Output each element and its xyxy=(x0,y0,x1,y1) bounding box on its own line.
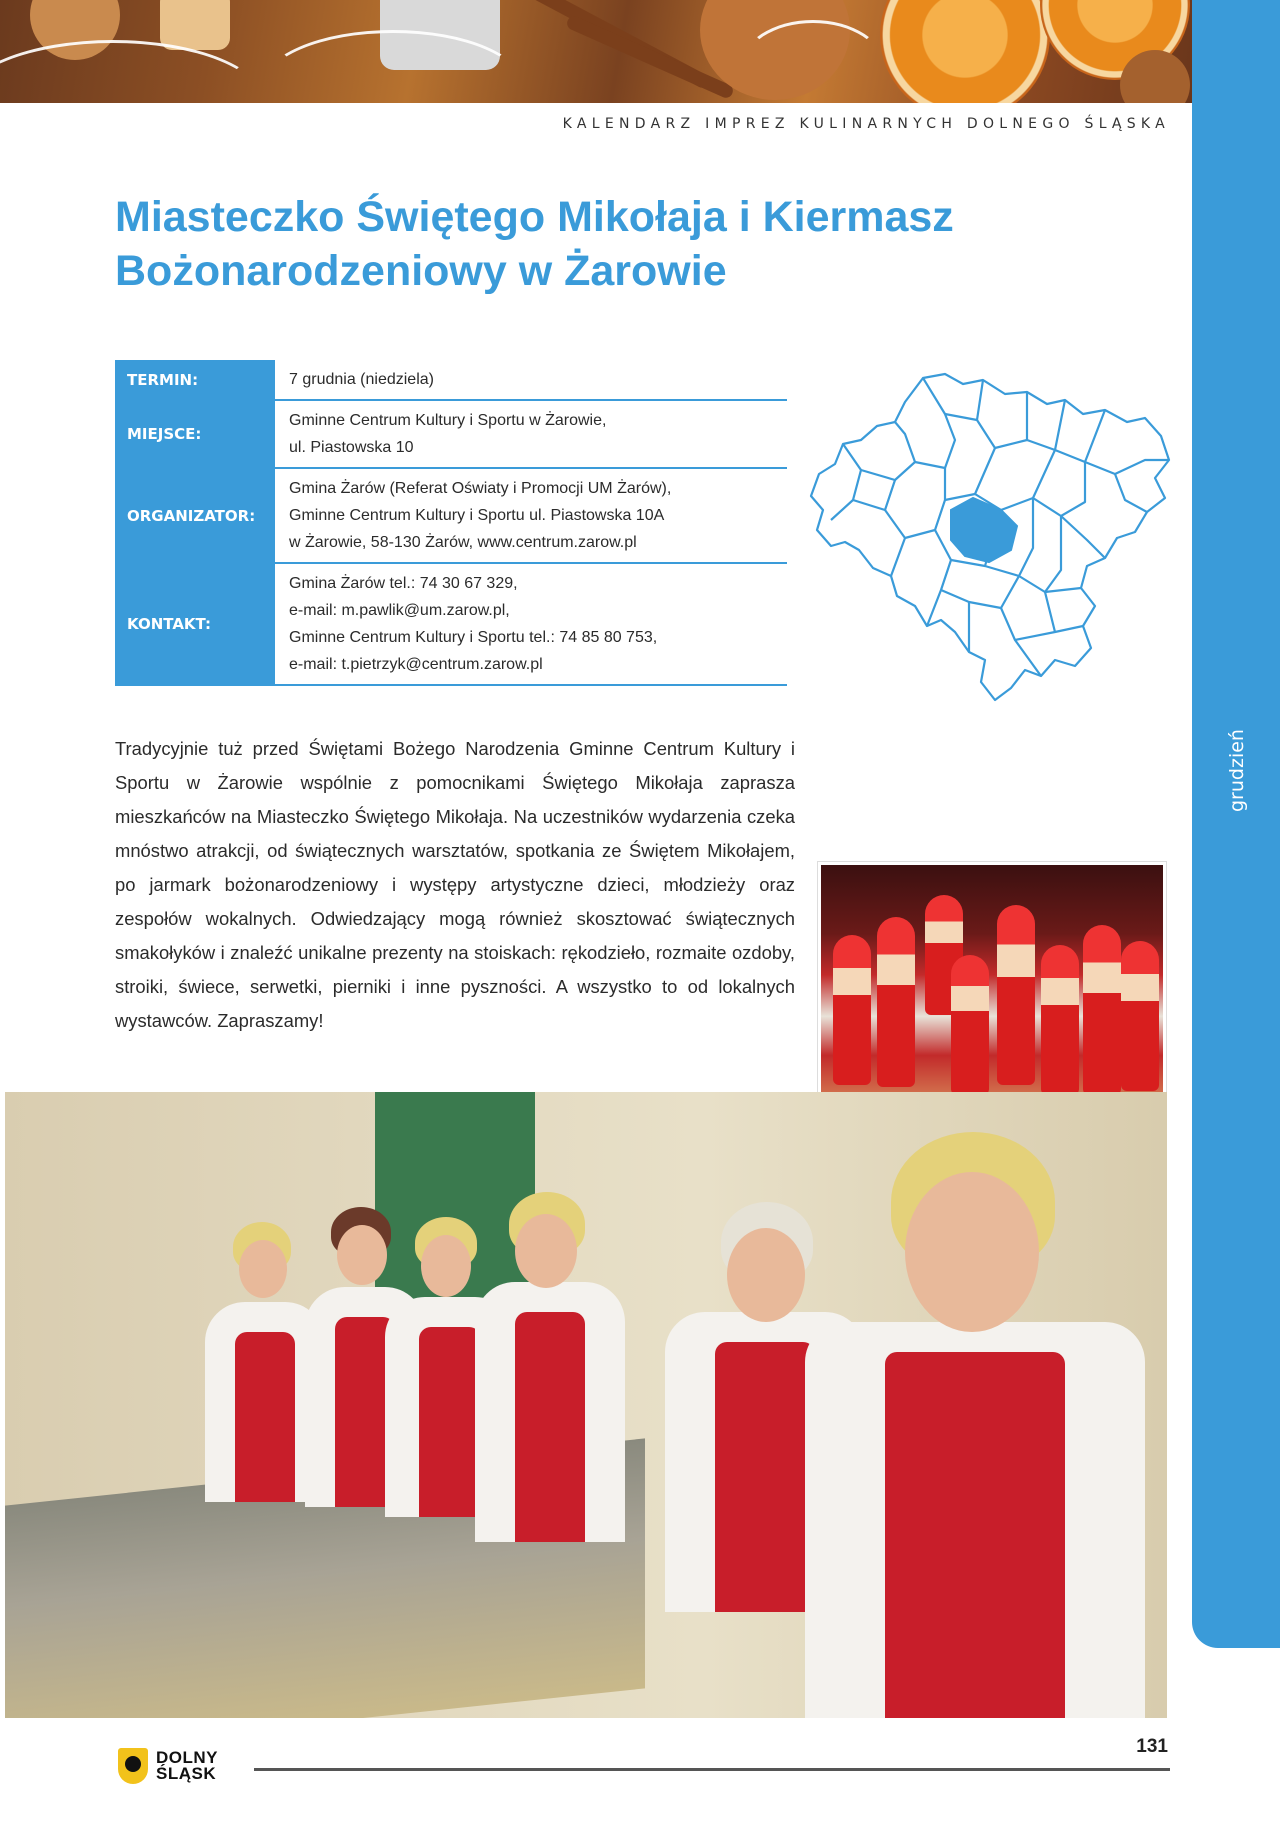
logo-line2: ŚLĄSK xyxy=(156,1764,217,1783)
running-head: KALENDARZ IMPREZ KULINARNYCH DOLNEGO ŚLĄSKA xyxy=(562,116,1170,132)
lower-silesia-map-icon xyxy=(805,370,1175,710)
info-value xyxy=(275,469,787,562)
info-line: 7 grudnia (niedziela) xyxy=(289,371,434,388)
article-body: Tradycyjnie tuż przed Świętami Bożego Narodzenia Gminne Centrum Kultury i Sportu w Żarowie wspólnie z pomocnikami Świętego Mikołaja zaprasza mieszkańców na Miasteczko Świętego Mikołaja. Na uczestników wydarzenia czeka mnóstwo atrakcji, od świątecznych warsztatów, spotkania ze Świętem Mikołajem, po jarmark bożonarodzeniowy i występy artystyczne dzieci, młodzieży oraz zespołów wokalnych. Odwiedzający mogą również skosztować świątecznych smakołyków i znaleźć unikalne prezenty na stoiskach: rękodzieło, rozmaite ozdoby, stroiki, świece, serwetki, pierniki i inne pyszności. A wszystko to od lokalnych wystawców. Zapraszamy! xyxy=(115,738,795,1031)
info-line: e-mail: t.pietrzyk@centrum.zarow.pl xyxy=(289,656,543,673)
dolny-slask-logo xyxy=(118,1748,218,1784)
article-title-line1: Miasteczko Świętego Mikołaja i Kiermasz xyxy=(115,193,954,241)
info-line: e-mail: m.pawlik@um.zarow.pl, xyxy=(289,602,510,619)
event-info-table xyxy=(115,360,787,686)
logo-text xyxy=(156,1750,218,1782)
info-line: Gminne Centrum Kultury i Sportu w Żarowie, xyxy=(289,412,607,429)
info-line: Gminne Centrum Kultury i Sportu ul. Piastowska 10A xyxy=(289,507,665,524)
dolny-slask-shield-icon xyxy=(118,1748,148,1784)
info-label: KONTAKT: xyxy=(115,564,275,684)
info-line: Gmina Żarów tel.: 74 30 67 329, xyxy=(289,575,518,592)
info-value xyxy=(275,401,787,467)
info-row-termin xyxy=(115,360,787,401)
info-label: ORGANIZATOR: xyxy=(115,469,275,562)
header-banner-image xyxy=(0,0,1192,103)
info-line: w Żarowie, 58-130 Żarów, www.centrum.zarow.pl xyxy=(289,534,637,551)
children-santa-hats-photo xyxy=(818,862,1166,1112)
info-value xyxy=(275,360,787,399)
info-row-organizator xyxy=(115,469,787,564)
month-side-tab xyxy=(1192,0,1280,1648)
article-title xyxy=(115,190,1015,298)
women-food-stall-photo xyxy=(5,1092,1167,1718)
page-number: 131 xyxy=(1136,1736,1168,1757)
info-row-miejsce xyxy=(115,401,787,469)
logo-line1: DOLNY xyxy=(156,1748,218,1767)
info-line: Gmina Żarów (Referat Oświaty i Promocji UM Żarów), xyxy=(289,480,672,497)
info-label: MIEJSCE: xyxy=(115,401,275,467)
footer-divider xyxy=(254,1768,1170,1771)
article-title-line2: Bożonarodzeniowy w Żarowie xyxy=(115,247,727,295)
info-line: ul. Piastowska 10 xyxy=(289,439,414,456)
info-row-kontakt xyxy=(115,564,787,686)
info-line: Gminne Centrum Kultury i Sportu tel.: 74 85 80 753, xyxy=(289,629,658,646)
info-label: TERMIN: xyxy=(115,360,275,399)
month-side-tab-label: grudzień xyxy=(1226,729,1248,812)
info-value xyxy=(275,564,787,684)
